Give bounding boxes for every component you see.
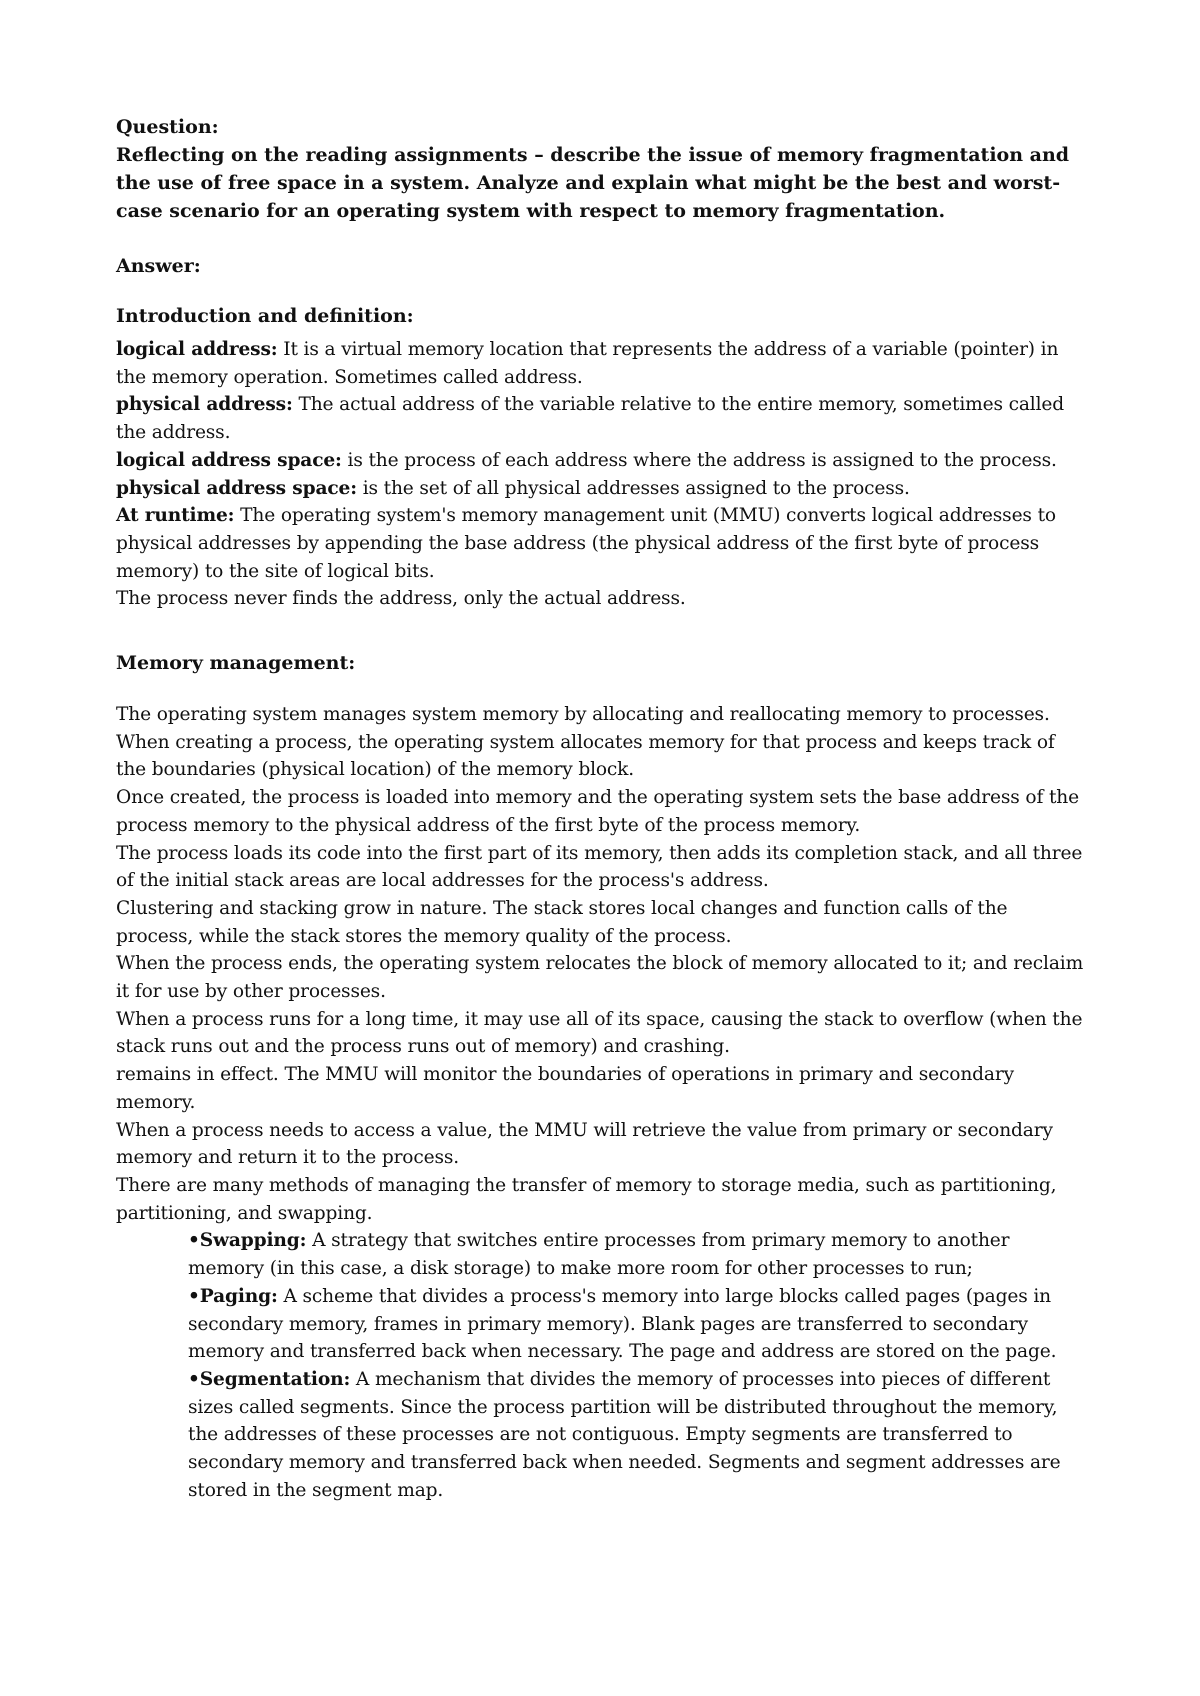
memory-paragraph: Once created, the process is loaded into memory and the operating system sets the base address of the process memory to the physical address of the first byte of the process memory. xyxy=(116,787,1079,836)
memory-paragraph: remains in effect. The MMU will monitor the boundaries of operations in primary and secondary memory. xyxy=(116,1064,1014,1113)
definition-text: The operating system's memory management unit (MMU) converts logical addresses to physical addresses by appending the base address (the physical address of the first byte of process memory) to the site of logical bits. xyxy=(116,505,1056,582)
memory-heading: Memory management: xyxy=(116,652,356,675)
list-item-paging xyxy=(188,1283,1090,1366)
memory-paragraph: The process loads its code into the first part of its memory, then adds its completion stack, and all three of the initial stack areas are local addresses for the process's address. xyxy=(116,842,1083,892)
bullet-term: Swapping: xyxy=(199,1230,307,1252)
bullet-marker: • xyxy=(188,1368,200,1390)
bullet-text: A strategy that switches entire processes from primary memory to another memory (in this case, a disk storage) to make more room for other processes to run; xyxy=(188,1230,1010,1280)
definition-term: logical address space: xyxy=(116,449,342,471)
memory-paragraph: When a process runs for a long time, it may use all of its space, causing the stack to overflow (when the stack runs out and the process runs out of memory) and crashing. xyxy=(116,1008,1083,1058)
definition-physical-address xyxy=(116,391,1090,446)
intro-closing: The process never finds the address, only the actual address. xyxy=(116,588,686,610)
definition-logical-address xyxy=(116,336,1090,391)
answer-label: Answer: xyxy=(116,255,201,277)
memory-paragraph: There are many methods of managing the transfer of memory to storage media, such as partitioning, partitioning, and swapping. xyxy=(116,1174,1057,1224)
memory-methods-list xyxy=(116,1227,1090,1504)
bullet-term: Segmentation: xyxy=(199,1368,351,1390)
definition-at-runtime xyxy=(116,502,1090,585)
bullet-text: A scheme that divides a process's memory into large blocks called pages (pages in secondary memory, frames in primary memory). Blank pages are transferred to secondary memory and transferred back when necessary. The page and address are stored on the page. xyxy=(188,1285,1057,1363)
list-item-segmentation xyxy=(188,1366,1090,1505)
definition-text: is the process of each address where the address is assigned to the process. xyxy=(341,449,1057,471)
definition-term: At runtime: xyxy=(116,505,235,527)
bullet-marker: • xyxy=(188,1230,200,1252)
definition-term: physical address space: xyxy=(116,477,357,499)
definition-text: The actual address of the variable relative to the entire memory, sometimes called the address. xyxy=(116,394,1065,444)
definition-term: physical address: xyxy=(116,394,293,416)
definition-physical-address-space xyxy=(116,475,1090,503)
definition-logical-address-space xyxy=(116,447,1090,475)
definition-text: It is a virtual memory location that represents the address of a variable (pointer) in the memory operation. Sometimes called address. xyxy=(116,339,1059,388)
memory-paragraph: When the process ends, the operating system relocates the block of memory allocated to it; and reclaim it for use by other processes. xyxy=(116,953,1084,1003)
bullet-marker: • xyxy=(188,1285,200,1307)
list-item-swapping xyxy=(188,1227,1090,1282)
question-label: Question: xyxy=(116,116,219,138)
memory-paragraph: When creating a process, the operating system allocates memory for that process and keeps track of the boundaries (physical location) of the memory block. xyxy=(116,731,1055,781)
memory-paragraph: The operating system manages system memory by allocating and reallocating memory to processes. xyxy=(116,704,1050,726)
intro-heading: Introduction and definition: xyxy=(116,305,414,327)
memory-paragraph: When a process needs to access a value, the MMU will retrieve the value from primary or secondary memory and return it to the process. xyxy=(116,1119,1053,1169)
memory-paragraph: Clustering and stacking grow in nature. The stack stores local changes and function calls of the process, while the stack stores the memory quality of the process. xyxy=(116,897,1008,947)
bullet-text: A mechanism that divides the memory of processes into pieces of different sizes called segments. Since the process partition will be distributed throughout the memory, the addresses of these processes are not contiguous. Empty segments are transferred to secondary memory and transferred back when needed. Segments and segment addresses are stored in the segment map. xyxy=(188,1368,1061,1501)
definition-text: is the set of all physical addresses assigned to the process. xyxy=(356,477,910,499)
definition-term: logical address: xyxy=(116,339,278,360)
bullet-term: Paging: xyxy=(199,1285,278,1307)
question-text: Reflecting on the reading assignments – describe the issue of memory fragmentation and the use of free space in a system. Analyze and explain what might be the best and worst-case scenario for an operating system with respect to memory fragmentation. xyxy=(116,144,1070,222)
